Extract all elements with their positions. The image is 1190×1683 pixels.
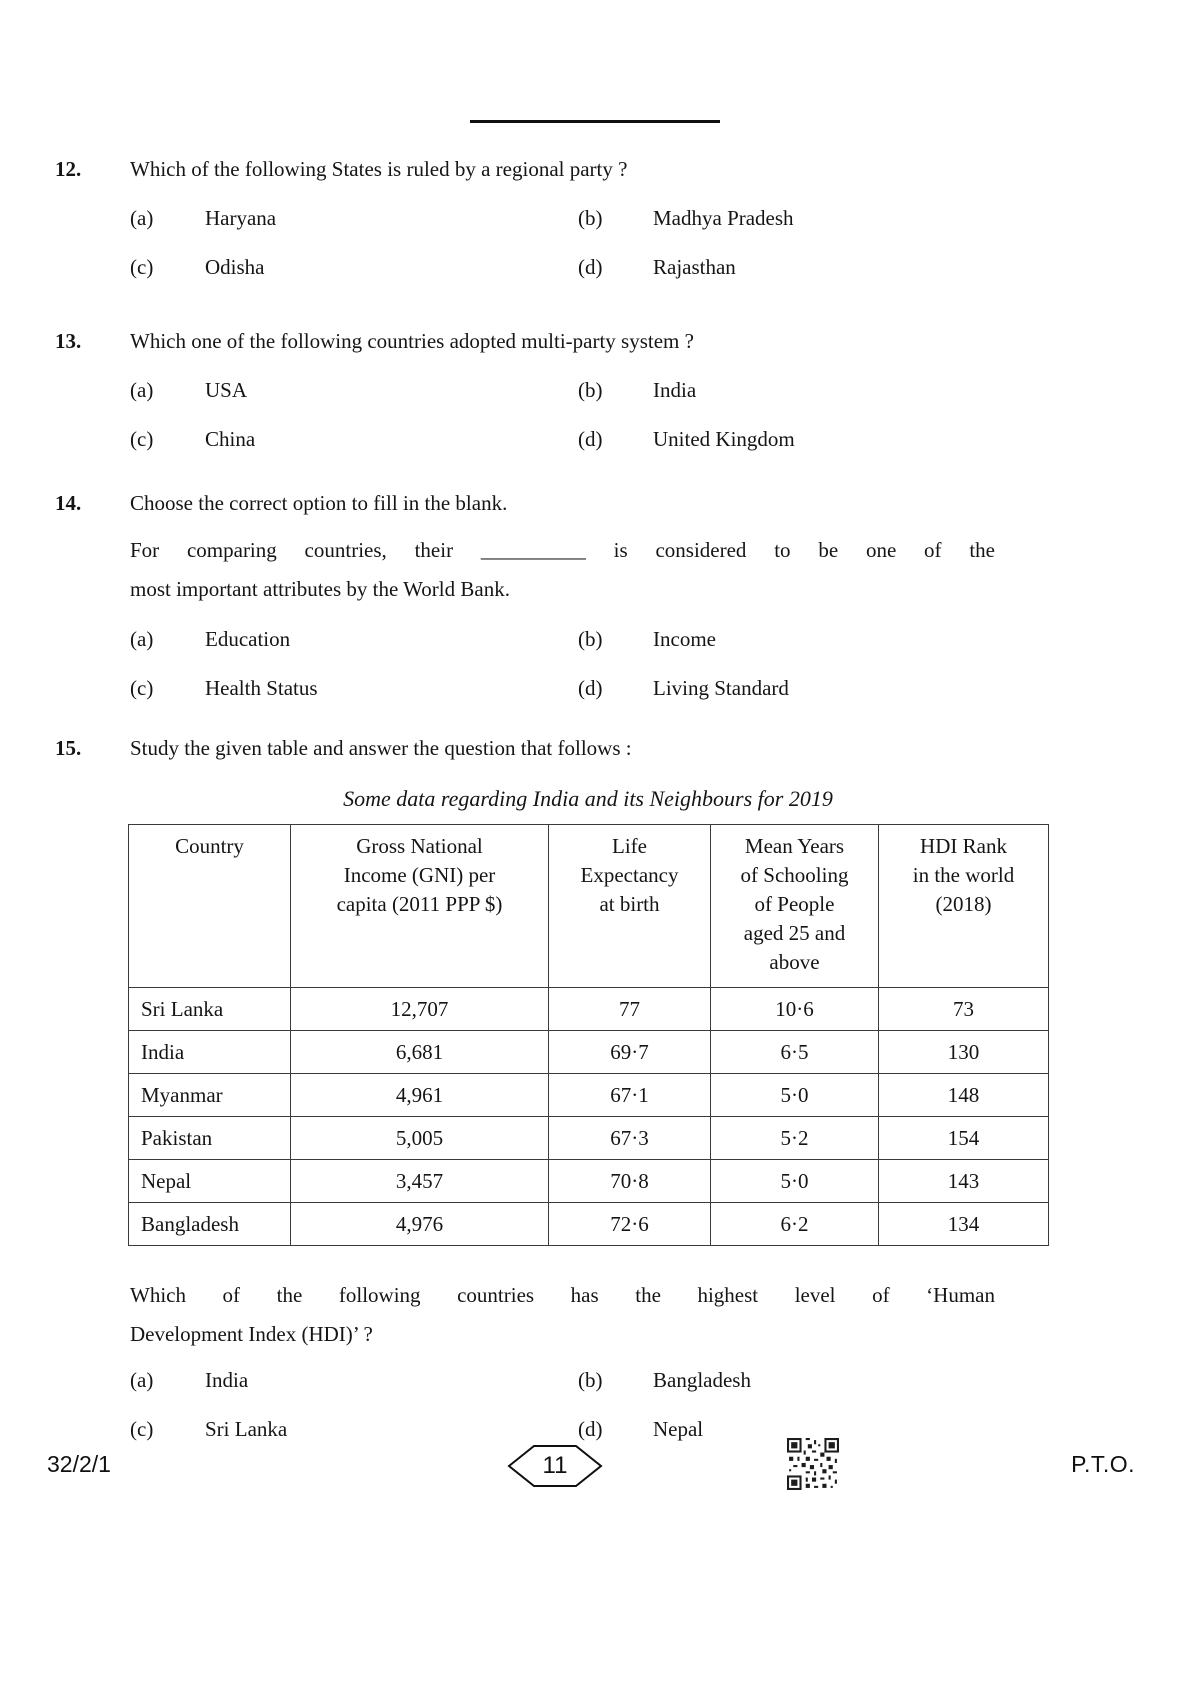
option-b bbox=[578, 1366, 995, 1394]
option-c bbox=[130, 425, 578, 453]
option-label: (c) bbox=[130, 427, 154, 451]
table-row-bangladesh bbox=[129, 1203, 1049, 1246]
option-text: Rajasthan bbox=[653, 255, 736, 279]
options-grid bbox=[130, 204, 995, 281]
question-number: 15. bbox=[55, 736, 82, 760]
cell-gni: 3,457 bbox=[291, 1160, 549, 1203]
option-label: (c) bbox=[130, 1417, 154, 1441]
question-body bbox=[130, 531, 995, 609]
cell-hdi-rank: 154 bbox=[879, 1117, 1049, 1160]
question-text: Choose the correct option to fill in the blank. bbox=[130, 491, 508, 515]
column-header-country: Country bbox=[129, 825, 291, 988]
neighbours-data-table bbox=[128, 824, 1049, 1246]
cell-schooling: 6·5 bbox=[711, 1031, 879, 1074]
option-text: Odisha bbox=[205, 255, 265, 279]
page-content bbox=[55, 155, 1190, 1443]
cell-gni: 4,961 bbox=[291, 1074, 549, 1117]
cell-life-expectancy: 72·6 bbox=[549, 1203, 711, 1246]
option-text: Bangladesh bbox=[653, 1368, 751, 1392]
option-d bbox=[578, 425, 995, 453]
cell-life-expectancy: 69·7 bbox=[549, 1031, 711, 1074]
option-label: (d) bbox=[578, 676, 603, 700]
page-number: 11 bbox=[542, 1452, 568, 1479]
cell-schooling: 5·0 bbox=[711, 1160, 879, 1203]
option-label: (a) bbox=[130, 378, 154, 402]
option-label: (c) bbox=[130, 255, 154, 279]
option-a bbox=[130, 376, 578, 404]
table-row-sri-lanka bbox=[129, 988, 1049, 1031]
cell-country: Nepal bbox=[129, 1160, 291, 1203]
option-label: (b) bbox=[578, 378, 603, 402]
option-label: (b) bbox=[578, 206, 603, 230]
cell-gni: 12,707 bbox=[291, 988, 549, 1031]
option-c bbox=[130, 253, 578, 281]
cell-hdi-rank: 143 bbox=[879, 1160, 1049, 1203]
question-number: 12. bbox=[55, 157, 82, 181]
cell-country: Myanmar bbox=[129, 1074, 291, 1117]
page-number-badge bbox=[507, 1443, 603, 1489]
column-header-life-expectancy: Life Expectancy at birth bbox=[549, 825, 711, 988]
cell-schooling: 5·2 bbox=[711, 1117, 879, 1160]
qr-code bbox=[787, 1438, 839, 1490]
option-b bbox=[578, 625, 995, 653]
cell-life-expectancy: 77 bbox=[549, 988, 711, 1031]
option-text: Health Status bbox=[205, 676, 318, 700]
option-text: Haryana bbox=[205, 206, 277, 230]
option-a bbox=[130, 204, 578, 232]
cell-schooling: 5·0 bbox=[711, 1074, 879, 1117]
options-grid bbox=[130, 1366, 995, 1443]
top-divider bbox=[470, 120, 720, 123]
table-row-nepal bbox=[129, 1160, 1049, 1203]
option-text: Nepal bbox=[653, 1417, 704, 1441]
pto-label: P.T.O. bbox=[1071, 1451, 1135, 1477]
question-line: Which of the following countries has the highest level of ‘Human bbox=[130, 1283, 995, 1307]
cell-country: Pakistan bbox=[129, 1117, 291, 1160]
cell-life-expectancy: 67·3 bbox=[549, 1117, 711, 1160]
option-text: India bbox=[205, 1368, 249, 1392]
cell-hdi-rank: 148 bbox=[879, 1074, 1049, 1117]
cell-life-expectancy: 67·1 bbox=[549, 1074, 711, 1117]
option-label: (d) bbox=[578, 255, 603, 279]
cell-country: Sri Lanka bbox=[129, 988, 291, 1031]
option-c bbox=[130, 674, 578, 702]
option-d bbox=[578, 253, 995, 281]
option-b bbox=[578, 204, 995, 232]
options-grid bbox=[130, 625, 995, 702]
option-label: (b) bbox=[578, 627, 603, 651]
option-text: United Kingdom bbox=[653, 427, 795, 451]
option-text: China bbox=[205, 427, 256, 451]
cell-country: India bbox=[129, 1031, 291, 1074]
option-text: India bbox=[653, 378, 697, 402]
cell-gni: 5,005 bbox=[291, 1117, 549, 1160]
body-line: For comparing countries, their __________ is considered to be one of the bbox=[130, 538, 995, 562]
option-a bbox=[130, 1366, 578, 1394]
option-d bbox=[578, 674, 995, 702]
paper-code: 32/2/1 bbox=[47, 1451, 111, 1477]
option-text: Income bbox=[653, 627, 716, 651]
cell-hdi-rank: 130 bbox=[879, 1031, 1049, 1074]
cell-gni: 6,681 bbox=[291, 1031, 549, 1074]
column-header-gni: Gross National Income (GNI) per capita (2011 PPP $) bbox=[291, 825, 549, 988]
option-label: (c) bbox=[130, 676, 154, 700]
option-label: (d) bbox=[578, 427, 603, 451]
options-grid bbox=[130, 376, 995, 453]
question-15 bbox=[55, 734, 1190, 762]
table-title: Some data regarding India and its Neighbours for 2019 bbox=[343, 786, 833, 811]
body-line: most important attributes by the World Bank. bbox=[130, 577, 510, 601]
option-label: (a) bbox=[130, 627, 154, 651]
page-footer bbox=[47, 1438, 1135, 1494]
question-line: Development Index (HDI)’ ? bbox=[130, 1322, 373, 1346]
cell-hdi-rank: 73 bbox=[879, 988, 1049, 1031]
option-text: Madhya Pradesh bbox=[653, 206, 794, 230]
question-text: Study the given table and answer the question that follows : bbox=[130, 736, 632, 760]
question-12 bbox=[55, 155, 1190, 281]
option-label: (b) bbox=[578, 1368, 603, 1392]
header-row bbox=[129, 825, 1049, 988]
question-13 bbox=[55, 327, 1190, 453]
question-15-continued bbox=[55, 1246, 1190, 1443]
column-header-hdi-rank: HDI Rank in the world (2018) bbox=[879, 825, 1049, 988]
table-row-pakistan bbox=[129, 1117, 1049, 1160]
question-number: 13. bbox=[55, 329, 82, 353]
question-text: Which of the following States is ruled by a regional party ? bbox=[130, 157, 628, 181]
cell-life-expectancy: 70·8 bbox=[549, 1160, 711, 1203]
cell-schooling: 6·2 bbox=[711, 1203, 879, 1246]
option-a bbox=[130, 625, 578, 653]
cell-schooling: 10·6 bbox=[711, 988, 879, 1031]
option-text: Sri Lanka bbox=[205, 1417, 288, 1441]
cell-hdi-rank: 134 bbox=[879, 1203, 1049, 1246]
question-number: 14. bbox=[55, 491, 82, 515]
question-after-table bbox=[130, 1276, 995, 1354]
option-b bbox=[578, 376, 995, 404]
question-text: Which one of the following countries adopted multi-party system ? bbox=[130, 329, 694, 353]
question-14 bbox=[55, 489, 1190, 702]
cell-gni: 4,976 bbox=[291, 1203, 549, 1246]
option-label: (a) bbox=[130, 206, 154, 230]
option-label: (d) bbox=[578, 1417, 603, 1441]
table-row-myanmar bbox=[129, 1074, 1049, 1117]
column-header-schooling: Mean Years of Schooling of People aged 25 and above bbox=[711, 825, 879, 988]
option-text: Living Standard bbox=[653, 676, 789, 700]
option-label: (a) bbox=[130, 1368, 154, 1392]
table-row-india bbox=[129, 1031, 1049, 1074]
cell-country: Bangladesh bbox=[129, 1203, 291, 1246]
option-text: Education bbox=[205, 627, 291, 651]
option-text: USA bbox=[205, 378, 248, 402]
